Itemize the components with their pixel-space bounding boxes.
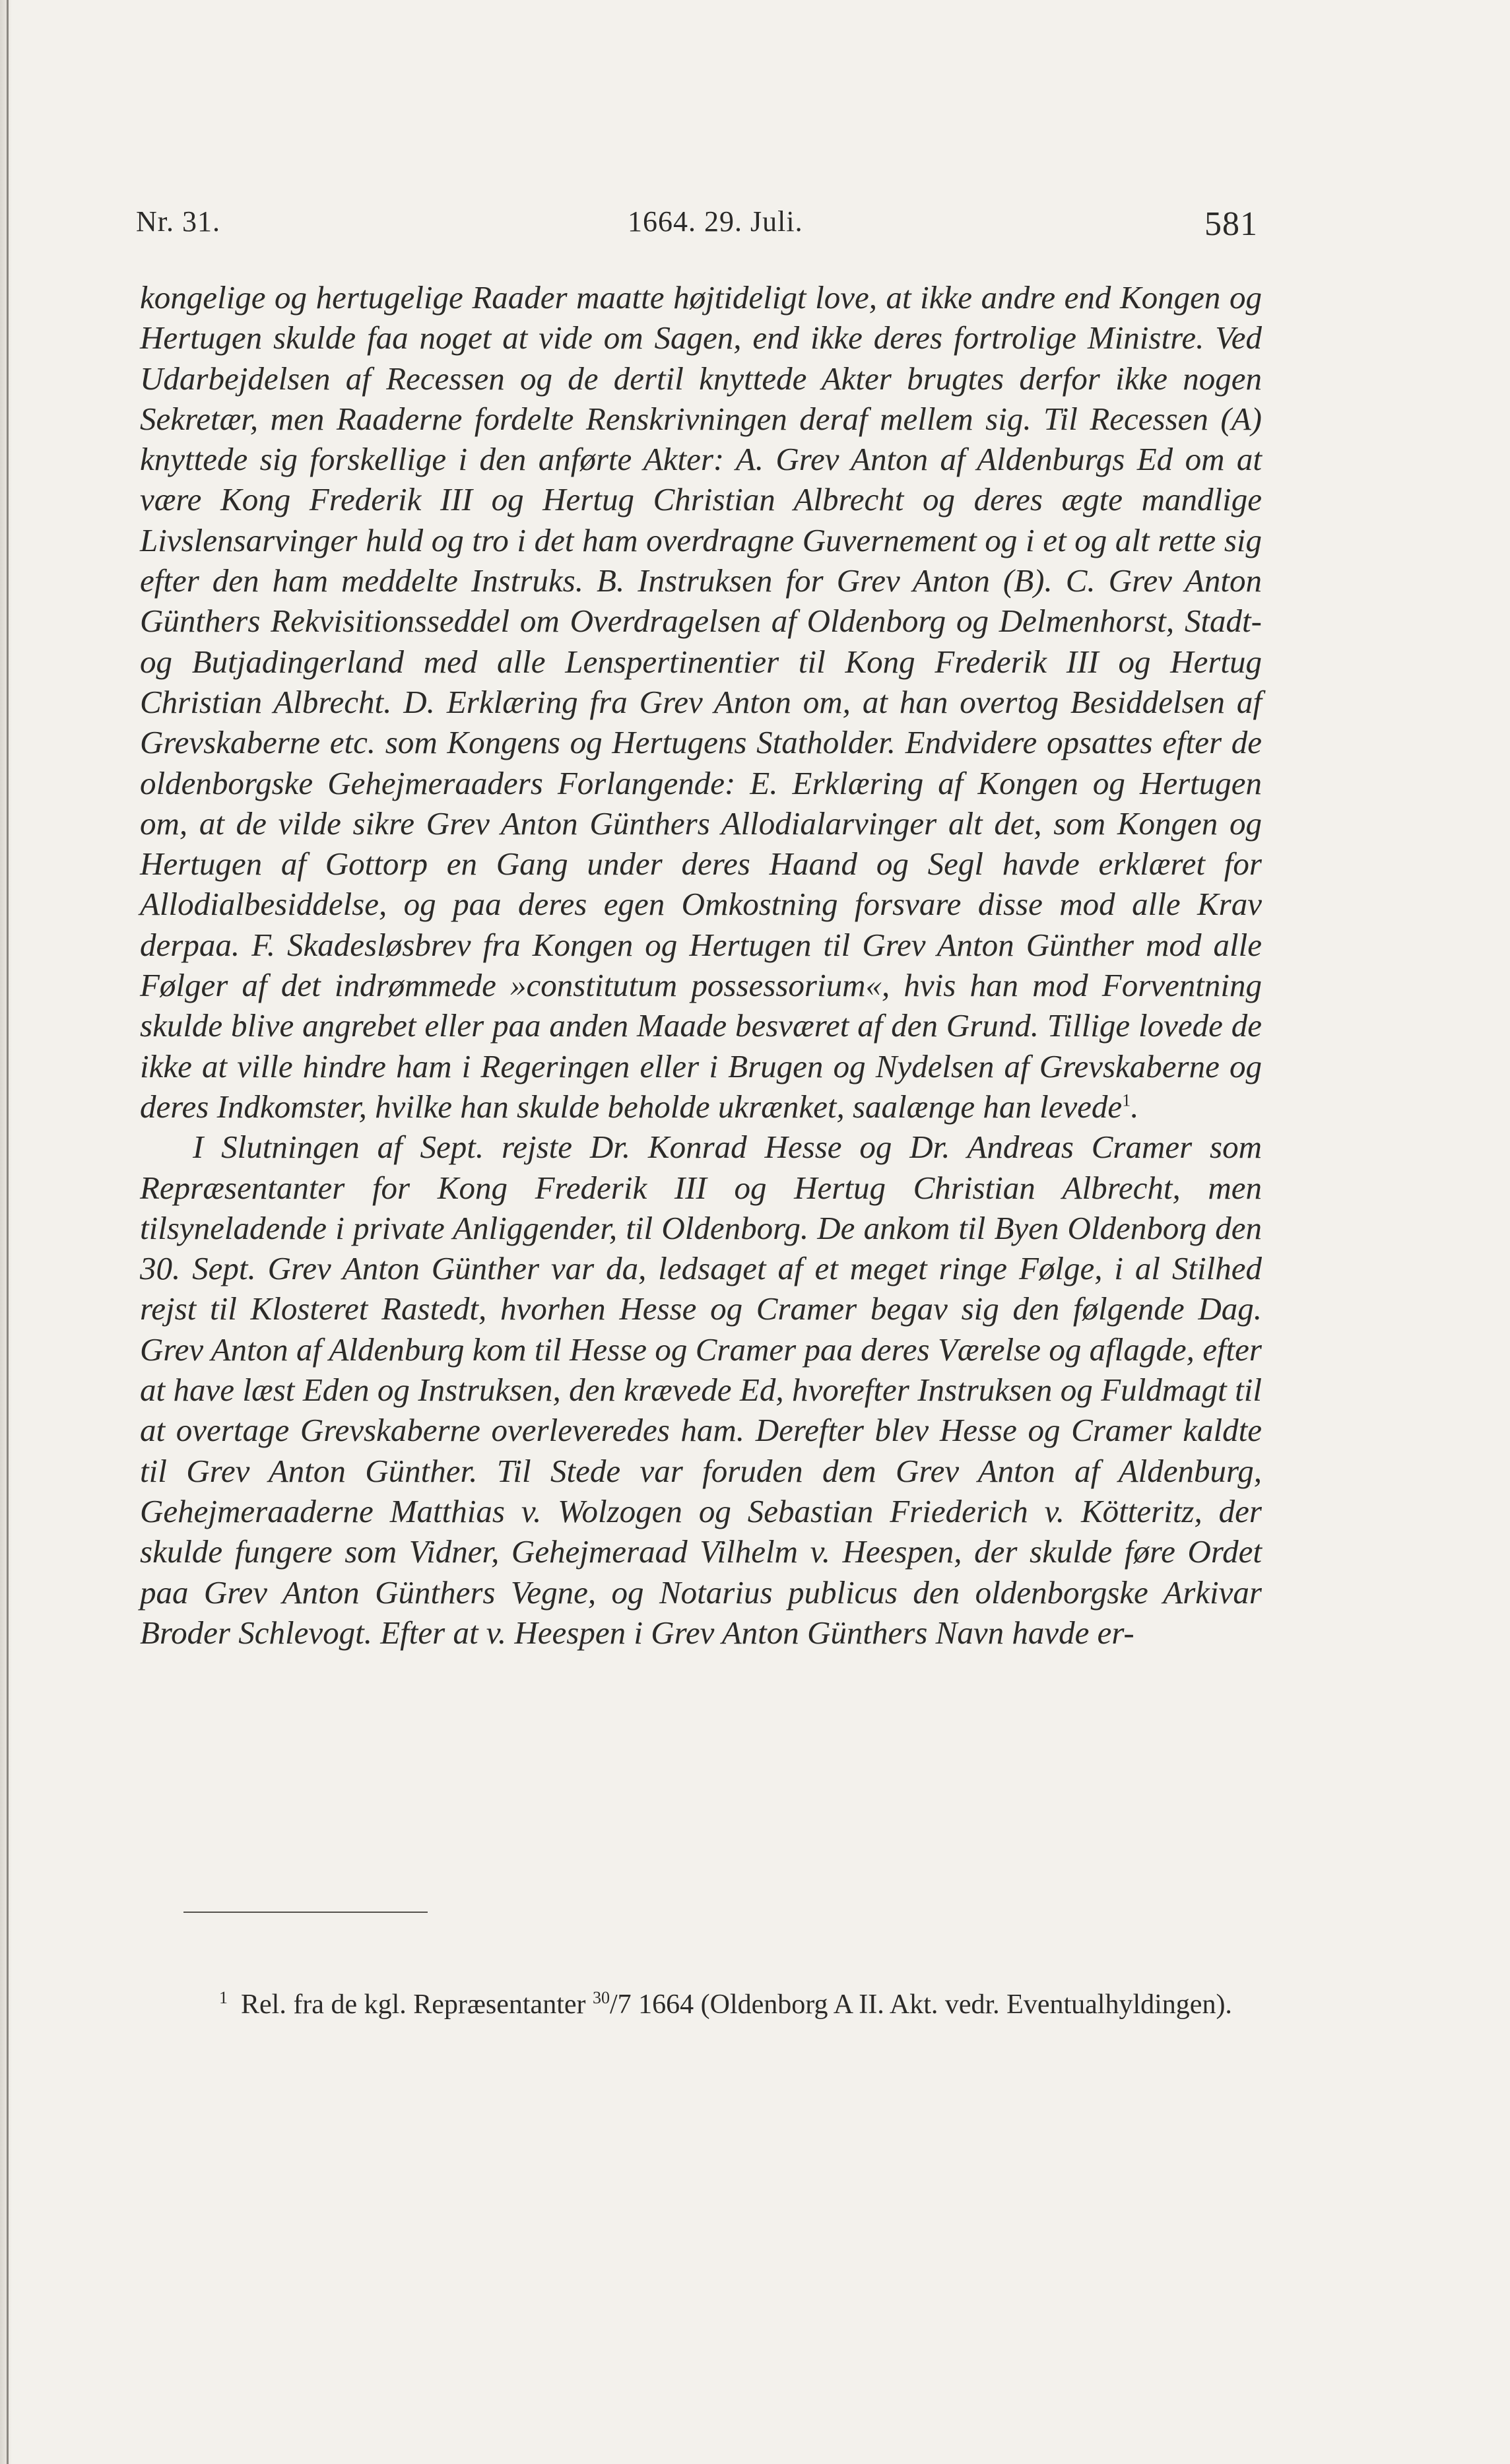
paragraph-text: kongelige og hertugelige Raader maatte højtideligt love, at ikke andre end Kongen og Hertugen skulde faa noget at vide om Sagen, end ikke deres fortrolige Ministre. Ved Udarbejdelsen af Recessen og de dertil knyttede Akter brugtes derfor ikke nogen Sekretær, men Raaderne fordelte Renskrivningen deraf mellem sig. Til Recessen (A) knyttede sig forskellige i den anførte Akter: A. Grev Anton af Aldenburgs Ed om at være Kong Frederik III og Hertug Christian Albrecht og deres ægte mandlige Livslensarvinger huld og tro i det ham overdragne Guvernement og i et og alt rette sig efter den ham meddelte Instruks. B. Instruksen for Grev Anton (B). C. Grev Anton Günthers Rekvisitionsseddel om Overdragelsen af Oldenborg og Delmenhorst, Stadt- og Butjadingerland med alle Lenspertinentier til Kong Frederik III og Hertug Christian Albrecht. D. Erklæring fra Grev Anton om, at han overtog Besiddelsen af Grevskaberne etc. som Kongens og Hertugens Statholder. Endvidere opsattes efter de oldenborgske Gehejmeraaders Forlangende: E. Erklæring af Kongen og Hertugen om, at de vilde sikre Grev Anton Günthers Allodialarvinger alt det, som Kongen og Hertugen af Gottorp en Gang under deres Haand og Segl havde erklæret for Allodialbesiddelse, og paa deres egen Omkostning forsvare disse mod alle Krav derpaa. F. Skadesløsbrev fra Kongen og Hertugen til Grev Anton Günther mod alle Følger af det indrømmede »constitutum possessorium«, hvis han mod Forventning skulde blive angrebet eller paa anden Maade besværet af den Grund. Tillige lovede de ikke at ville hindre ham i Regeringen eller i Brugen og Nydelsen af Grevskaberne og deres Indkomster, hvilke han skulde beholde ukrænket, saalænge han levede [140, 279, 1262, 1125]
footnote-text: Rel. fra de kgl. Repræsentanter [241, 1989, 593, 2020]
footnote-date-day: 30 [593, 1988, 610, 2007]
footnote-divider [183, 1912, 428, 1913]
paragraph [140, 277, 1262, 1127]
page-binding-edge [0, 0, 12, 2464]
page-header [136, 205, 1258, 244]
paragraph-text: I Slutningen af Sept. rejste Dr. Konrad Hesse og Dr. Andreas Cramer som Repræsentanter for Kong Frederik III og Hertug Christian Albrecht, men tilsyneladende i private Anliggender, til Oldenborg. De ankom til Byen Oldenborg den 30. Sept. Grev Anton Günther var da, ledsaget af et meget ringe Følge, i al Stilhed rejst til Klosteret Rastedt, hvorhen Hesse og Cramer begav sig den følgende Dag. Grev Anton af Aldenburg kom til Hesse og Cramer paa deres Værelse og aflagde, efter at have læst Eden og Instruksen, den krævede Ed, hvorefter Instruksen og Fuldmagt til at overtage Grevskaberne overleveredes ham. Derefter blev Hesse og Cramer kaldte til Grev Anton Günther. Til Stede var foruden dem Grev Anton af Aldenburg, Gehejmeraaderne Matthias v. Wolzogen og Sebastian Friederich v. Kötteritz, der skulde fungere som Vidner, Gehejmeraad Vilhelm v. Heespen, der skulde føre Ordet paa Grev Anton Günthers Vegne, og Notarius publicus den oldenborgske Arkivar Broder Schlevogt. Efter at v. Heespen i Grev Anton Günthers Navn havde er- [140, 1129, 1262, 1651]
document-number: Nr. 31. [136, 205, 220, 238]
footnote [140, 1987, 1262, 2022]
paragraph [140, 1127, 1262, 1653]
page-binding-line [7, 0, 9, 2464]
body-text [140, 277, 1262, 1653]
footnote-text-rest: /7 1664 (Oldenborg A II. Akt. vedr. Eventualhyldingen). [610, 1989, 1232, 2020]
footnote-number: 1 [219, 1988, 228, 2007]
paragraph-tail: . [1131, 1088, 1139, 1125]
footnote-reference: 1 [1122, 1090, 1131, 1110]
document-date: 1664. 29. Juli. [628, 205, 803, 238]
page-number: 581 [1204, 205, 1258, 243]
